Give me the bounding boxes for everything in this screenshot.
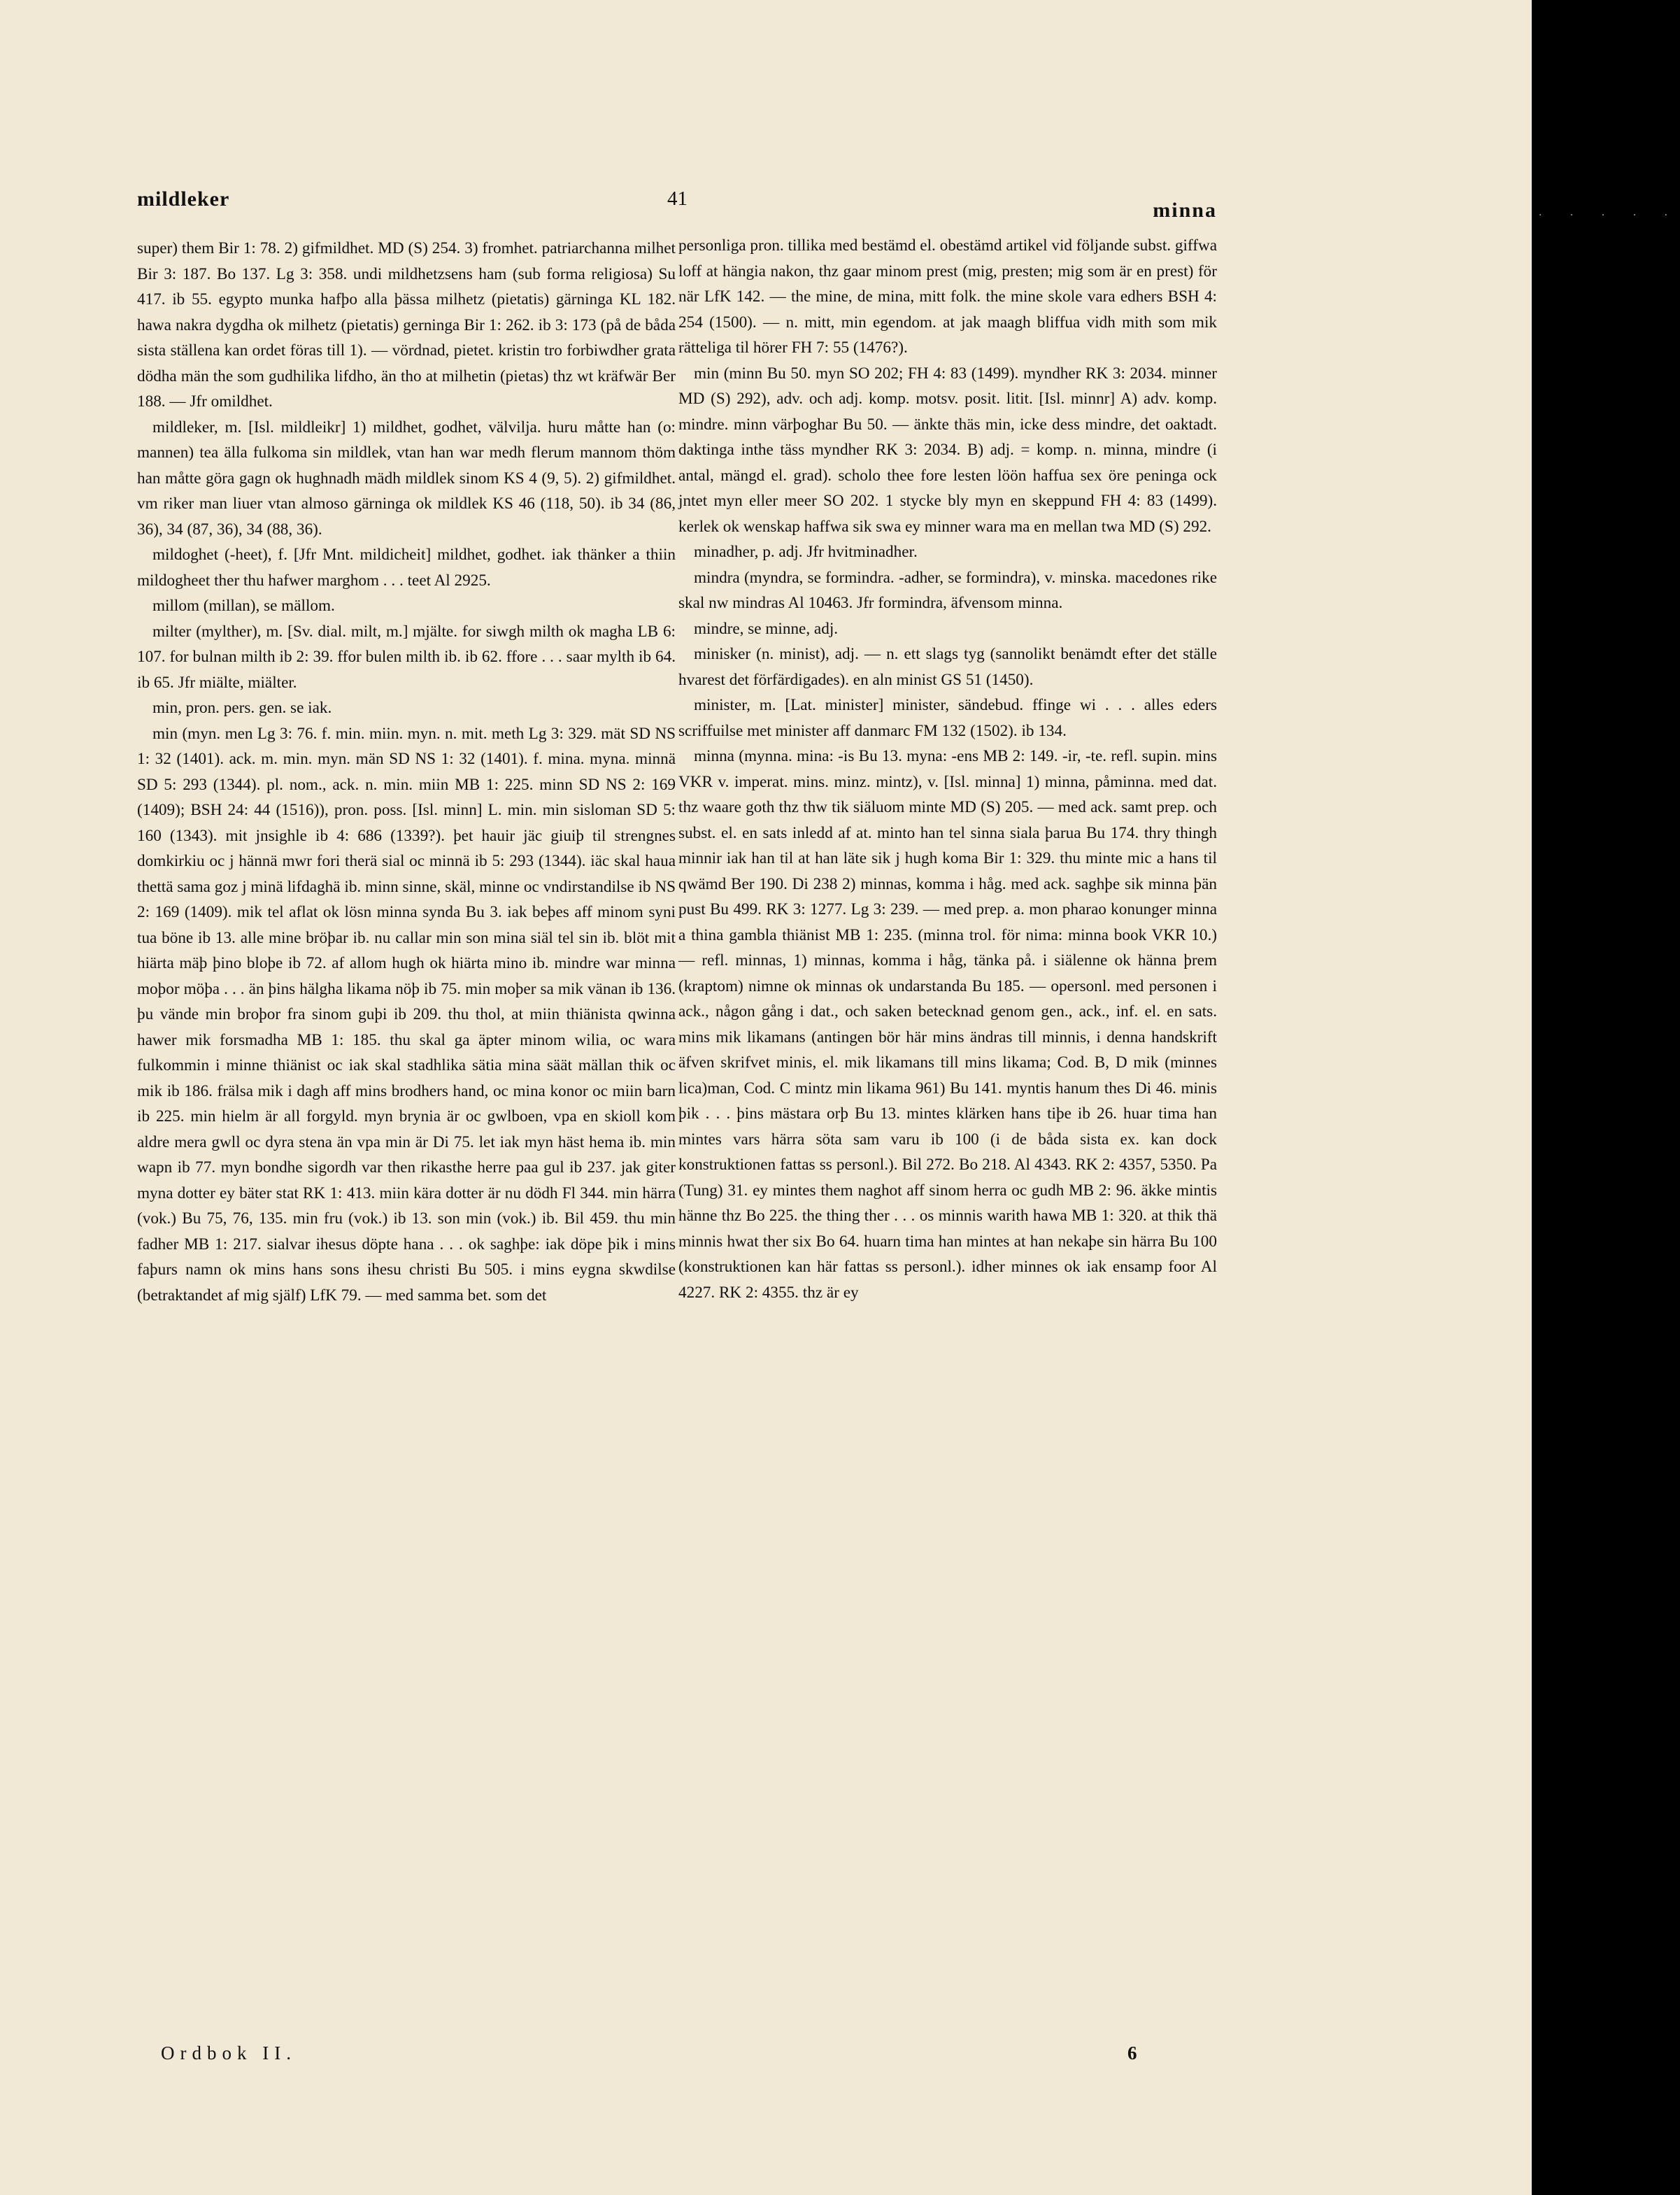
running-header: [137, 187, 1217, 229]
page-number: 41: [667, 187, 688, 210]
edge-dots-decoration: · · · · ·: [1539, 210, 1680, 221]
signature-mark: Ordbok II.: [161, 2043, 297, 2063]
entry-mindra: mindra (myndra, se formindra. -adher, se formindra), v. minska. macedones rike skal nw mindras Al 10463. Jfr formindra, äfvensom minna.: [678, 568, 1217, 612]
entry-minister: minister, m. [Lat. minister] minister, sändebud. ffinge wi . . . alles eders scriffuilse met minister aff danmarc FM 132 (1502). ib 134.: [678, 696, 1217, 740]
entry-mildleker: mildleker, m. [Isl. mildleikr] 1) mildhet, godhet, välvilja. huru måtte han (o: mannen) tea älla fulkoma sin mildlek, vtan han war medh flerum mannom thöm han måtte göra gagn ok hughnadh mädh mildlek sinom KS 4 (9, 5). 2) gifmildhet. vm riker man liuer vtan almoso gärninga ok mildlek KS 46 (118, 50). ib 34 (86, 36), 34 (87, 36), 34 (88, 36).: [137, 418, 676, 539]
entry-mildoghet: mildoghet (-heet), f. [Jfr Mnt. mildicheit] mildhet, godhet. iak thänker a thiin mildogheet ther thu hafwer marghom . . . teet Al 2925.: [137, 546, 676, 590]
entry-minisker: minisker (n. minist), adj. — n. ett slags tyg (sannolikt benämdt efter det ställe hvarest det förfärdigades). en aln minist GS 51 (1450).: [678, 645, 1217, 689]
entry-minna: minna (mynna. mina: -is Bu 13. myna: -ens MB 2: 149. -ir, -te. refl. supin. mins VKR v. imperat. mins. minz. mintz), v. [Isl. minna] 1) minna, påminna. med dat. thz waare goth thz thw tik siäluom minte MD (S) 205. — med ack. samt prep. och subst. el. en sats inledd af at. minto han tel sinna siala þarua Bu 174. thry thingh minnir iak han til at han läte sik j hugh koma Bir 1: 329. thu minte mic a hans til qwämd Ber 190. Di 238 2) minnas, komma i håg. med ack. saghþe sik minna þän pust Bu 499. RK 3: 1277. Lg 3: 239. — med prep. a. mon pharao konunger minna a thina gambla thiänist MB 1: 235. (minna trol. för nima: minna book VKR 10.) — refl. minnas, 1) minnas, komma i håg, tänka på. i siälenne ok hänna þrem (kraptom) nimne ok minnas ok undarstanda Bu 185. — opersonl. med personen i ack., någon gång i dat., och saken betecknad genom gen., ack., inf. el. en sats. mins mik likamans (antingen bör här mins ändras till minnis, i denna handskrift äfven skrifvet minis, el. mik likamans till mins likama; Cod. B, D mik (minnes lica)man, Cod. C mintz min likama 961) Bu 141. myntis hanum thes Di 46. minis þik . . . þins mästara orþ Bu 13. mintes klärken hans tiþe ib 26. huar tima han mintes vars härra söta sam varu ib 100 (i de båda sista ex. kan dock konstruktionen fattas ss personl.). Bil 272. Bo 218. Al 4343. RK 2: 4357, 5350. Pa (Tung) 31. ey mintes them naghot aff sinom herra oc gudh MB 2: 96. äkke mintis hänne thz Bo 225. the thing ther . . . os minnis warith hawa MB 1: 320. at thik thä minnis hwat ther six Bo 64. huarn tima han mintes at han nekaþe sin härra Bu 100 (konstruktionen kan här fattas ss personl.). idher minnes ok iak ensamp foor Al 4227. RK 2: 4355. thz är ey: [678, 747, 1217, 1302]
entry-millom: millom (millan), se mällom.: [152, 597, 335, 615]
right-column: [678, 233, 1217, 1305]
header-right-catchword: minna: [1153, 199, 1217, 222]
entry-min-pron-poss: min (myn. men Lg 3: 76. f. min. miin. myn. n. mit. meth Lg 3: 329. mät SD NS 1: 32 (1401). ack. m. min. myn. män SD NS 1: 32 (1401). f. mina. myna. minnä SD 5: 293 (1344). pl. nom., ack. n. min. miin MB 1: 225. minn SD NS 2: 169 (1409); BSH 24: 44 (1516)), pron. poss. [Isl. minn] L. min. min sisloman SD 5: 160 (1343). mit jnsighle ib 4: 686 (1339?). þet hauir jäc giuiþ til strengnes domkirkiu oc j hännä mwr fori therä sial oc minnä ib 5: 293 (1344). iäc skal haua thettä sama goz j minä lifdaghä ib. minn sinne, skäl, minne oc vndirstandilse ib NS 2: 169 (1409). mik tel aflat ok lösn minna synda Bu 3. iak beþes aff minom syni tua böne ib 13. alle mine bröþar ib. nu callar min son mina siäl tel sin ib. blöt mit hiärta mäþ þino bloþe ib 72. af allom hugh ok hiärta mino ib. mindre war minna moþor möþa . . . än þins hälgha likama nöþ ib 75. min moþer sa mik vänan ib 136. þu vände min broþor fra sinom guþi ib 209. thu thol, at miin thiänista qwinna hawer mik forsmadha MB 1: 185. thu skal ga äpter minom wilia, oc wara fulkommin i minne thiänist oc iak skal stadhlika sätia mina säät mällan thik oc mik ib 186. frälsa mik i dagh aff mins brodhers hand, oc mina konor oc miin barn ib 225. min hielm är all forgyld. myn brynia är oc gwlboen, vpa en skioll kom aldre mera gwll oc dyra stena än vpa min är Di 75. let iak myn häst hema ib. min wapn ib 77. myn bondhe sigordh var then rikasthe herre paa gul ib 237. jak giter myna dotter ey bäter stat RK 1: 413. miin kära dotter är nu dödh Fl 344. min härra (vok.) Bu 75, 76, 135. min fru (vok.) ib 13. son min (vok.) ib. Bil 459. thu min fadher MB 1: 217. sialvar ihesus döpte hana . . . ok saghþe: iak döpe þik i mins faþurs namn ok mins hans sons ihesu christi Bu 505. i mins eygna skwdilse (betraktandet af mig själf) LfK 79. — med samma bet. som det: [137, 724, 676, 1305]
entry-min-adv: min (minn Bu 50. myn SO 202; FH 4: 83 (1499). myndher RK 3: 2034. minner MD (S) 292), adv. och adj. komp. motsv. posit. litit. [Isl. minnr] A) adv. komp. mindre. minn värþoghar Bu 50. — änkte thäs min, icke dess mindre, det oaktadt. daktinga inthe täss myndher RK 3: 2034. B) adj. = komp. n. minna, mindre (i antal, mängd el. grad). scholo thee fore lesten löön haffua sex öre peninga ock jntet myn eller meer SO 202. 1 stycke bly myn en skeppund FH 4: 83 (1499). kerlek ok wenskap haffwa sik swa ey minner wara ma en mellan twa MD (S) 292.: [678, 364, 1217, 536]
entry-continuation: personliga pron. tillika med bestämd el. obestämd artikel vid följande subst. giffwa loff at hängia nakon, thz gaar minom prest (mig, presten; mig som är en prest) för när LfK 142. — the mine, de mina, mitt folk. the mine skole vara edhers BSH 4: 254 (1500). — n. mitt, min egendom. at jak maagh bliffua vidh mith som mik rätteliga til hörer FH 7: 55 (1476?).: [678, 236, 1217, 357]
left-column: [137, 233, 676, 1308]
entry-minadher: minadher, p. adj. Jfr hvitminadher.: [694, 543, 918, 561]
entry-continuation: super) them Bir 1: 78. 2) gifmildhet. MD (S) 254. 3) fromhet. patriarchanna milhet Bir 3: 187. Bo 137. Lg 3: 358. undi mildhetzsens ham (sub forma religiosa) Su 417. ib 55. egypto munka hafþo alla þässa milhetz (pietatis) gärninga KL 182. hawa nakra dygdha ok milhetz (pietatis) gerninga Bir 1: 262. ib 3: 173 (på de båda sista ställena kan ordet föras till 1). — vördnad, pietet. kristin tro forbiwdher grata dödha män the som gudhilika lifdho, än tho at milhetin (pietas) thz wt kräfwär Ber 188. — Jfr omildhet.: [137, 239, 676, 411]
header-left-catchword: mildleker: [137, 187, 230, 211]
entry-min-pron-pers: min, pron. pers. gen. se iak.: [152, 699, 332, 717]
entry-mindre: mindre, se minne, adj.: [694, 619, 839, 638]
sheet-number: 6: [1127, 2043, 1137, 2063]
entry-milter: milter (mylther), m. [Sv. dial. milt, m.] mjälte. for siwgh milth ok magha LB 6: 107. for bulnan milth ib 2: 39. ffor bulen milth ib. ib 62. ffore . . . saar mylth ib 64. ib 65. Jfr miälte, miälter.: [137, 622, 676, 692]
